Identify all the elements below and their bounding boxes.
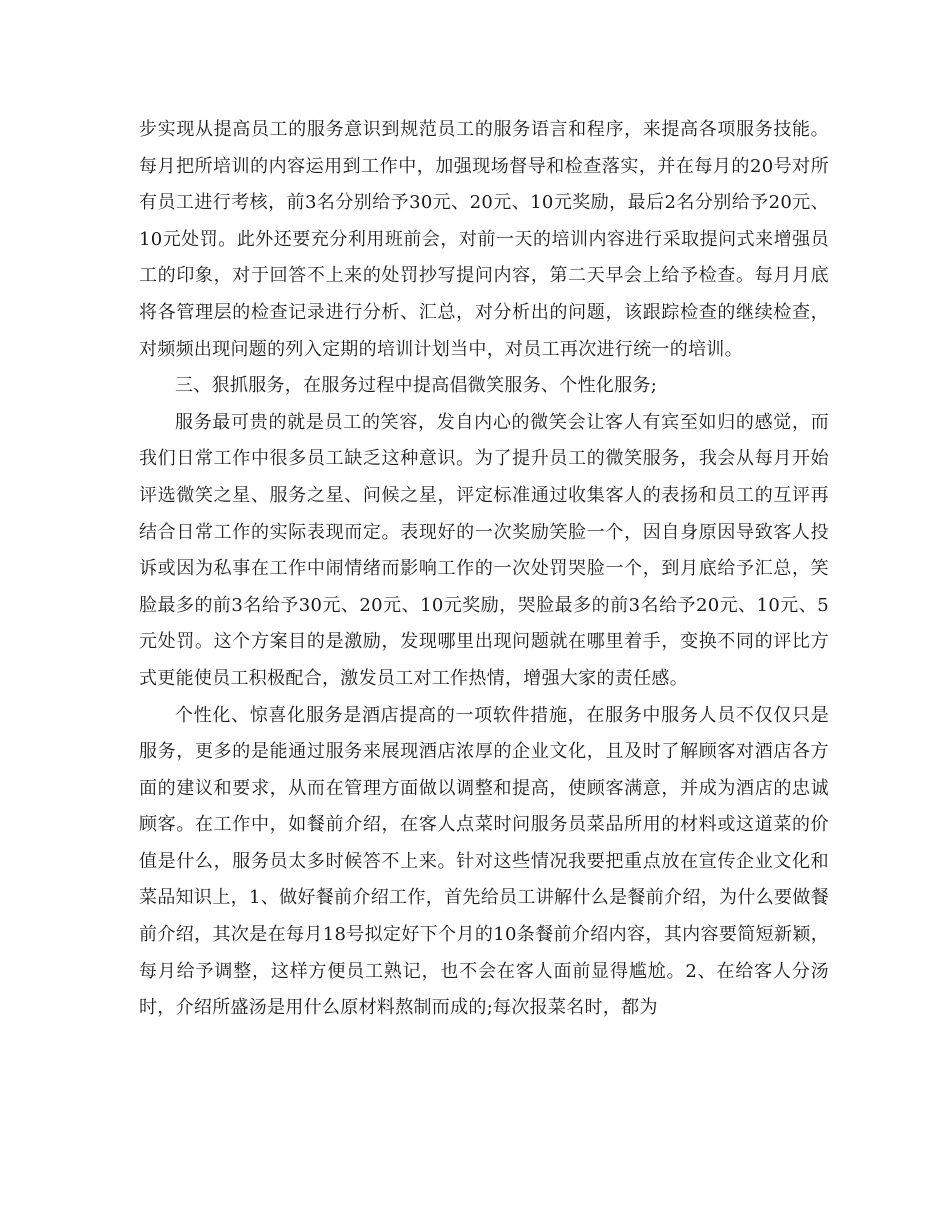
paragraph-4: 个性化、惊喜化服务是酒店提高的一项软件措施，在服务中服务人员不仅仅只是服务，更多的是能通过服务来展现酒店浓厚的企业文化，且及时了解顾客对酒店各方面的建议和要求，从而在管理方面做以调整和提高，使顾客满意，并成为酒店的忠诚顾客。在工作中，如餐前介绍，在客人点菜时问服务员菜品所用的材料或这道菜的价值是什么，服务员太多时候答不上来。针对这些情况我要把重点放在宣传企业文化和菜品知识上，1、做好餐前介绍工作，首先给员工讲解什么是餐前介绍，为什么要做餐前介绍，其次是在每月18号拟定好下个月的10条餐前介绍内容，其内容要简短新颖，每月给予调整，这样方便员工熟记，也不会在客人面前显得尴尬。2、在给客人分汤时，介绍所盛汤是用什么原材料熬制而成的;每次报菜名时，都为 — [139, 704, 829, 1019]
paragraph-2-heading: 三、狠抓服务，在服务过程中提高倡微笑服务、个性化服务; — [175, 375, 658, 397]
paragraph-1: 步实现从提高员工的服务意识到规范员工的服务语言和程序，来提高各项服务技能。每月把所培训的内容运用到工作中，加强现场督导和检查落实，并在每月的20号对所有员工进行考核，前3名分别给予30元、20元、10元奖励，最后2名分别给予20元、10元处罚。此外还要充分利用班前会，对前一天的培训内容进行采取提问式来增强员工的印象，对于回答不上来的处罚抄写提问内容，第二天早会上给予检查。每月月底将各管理层的检查记录进行分析、汇总，对分析出的问题，该跟踪检查的继续检查，对频频出现问题的列入定期的培训计划当中，对员工再次进行统一的培训。 — [139, 119, 829, 360]
paragraph-3: 服务最可贵的就是员工的笑容，发自内心的微笑会让客人有宾至如归的感觉，而我们日常工作中很多员工缺乏这种意识。为了提升员工的微笑服务，我会从每月开始评选微笑之星、服务之星、问候之星，评定标准通过收集客人的表扬和员工的互评再结合日常工作的实际表现而定。表现好的一次奖励笑脸一个，因自身原因导致客人投诉或因为私事在工作中闹情绪而影响工作的一次处罚哭脸一个，到月底给予汇总，笑脸最多的前3名给予30元、20元、10元奖励，哭脸最多的前3名给予20元、10元、5元处罚。这个方案目的是激励，发现哪里出现问题就在哪里着手，变换不同的评比方式更能使员工积极配合，激发员工对工作热情，增强大家的责任感。 — [139, 411, 829, 689]
document-body — [139, 112, 829, 1027]
